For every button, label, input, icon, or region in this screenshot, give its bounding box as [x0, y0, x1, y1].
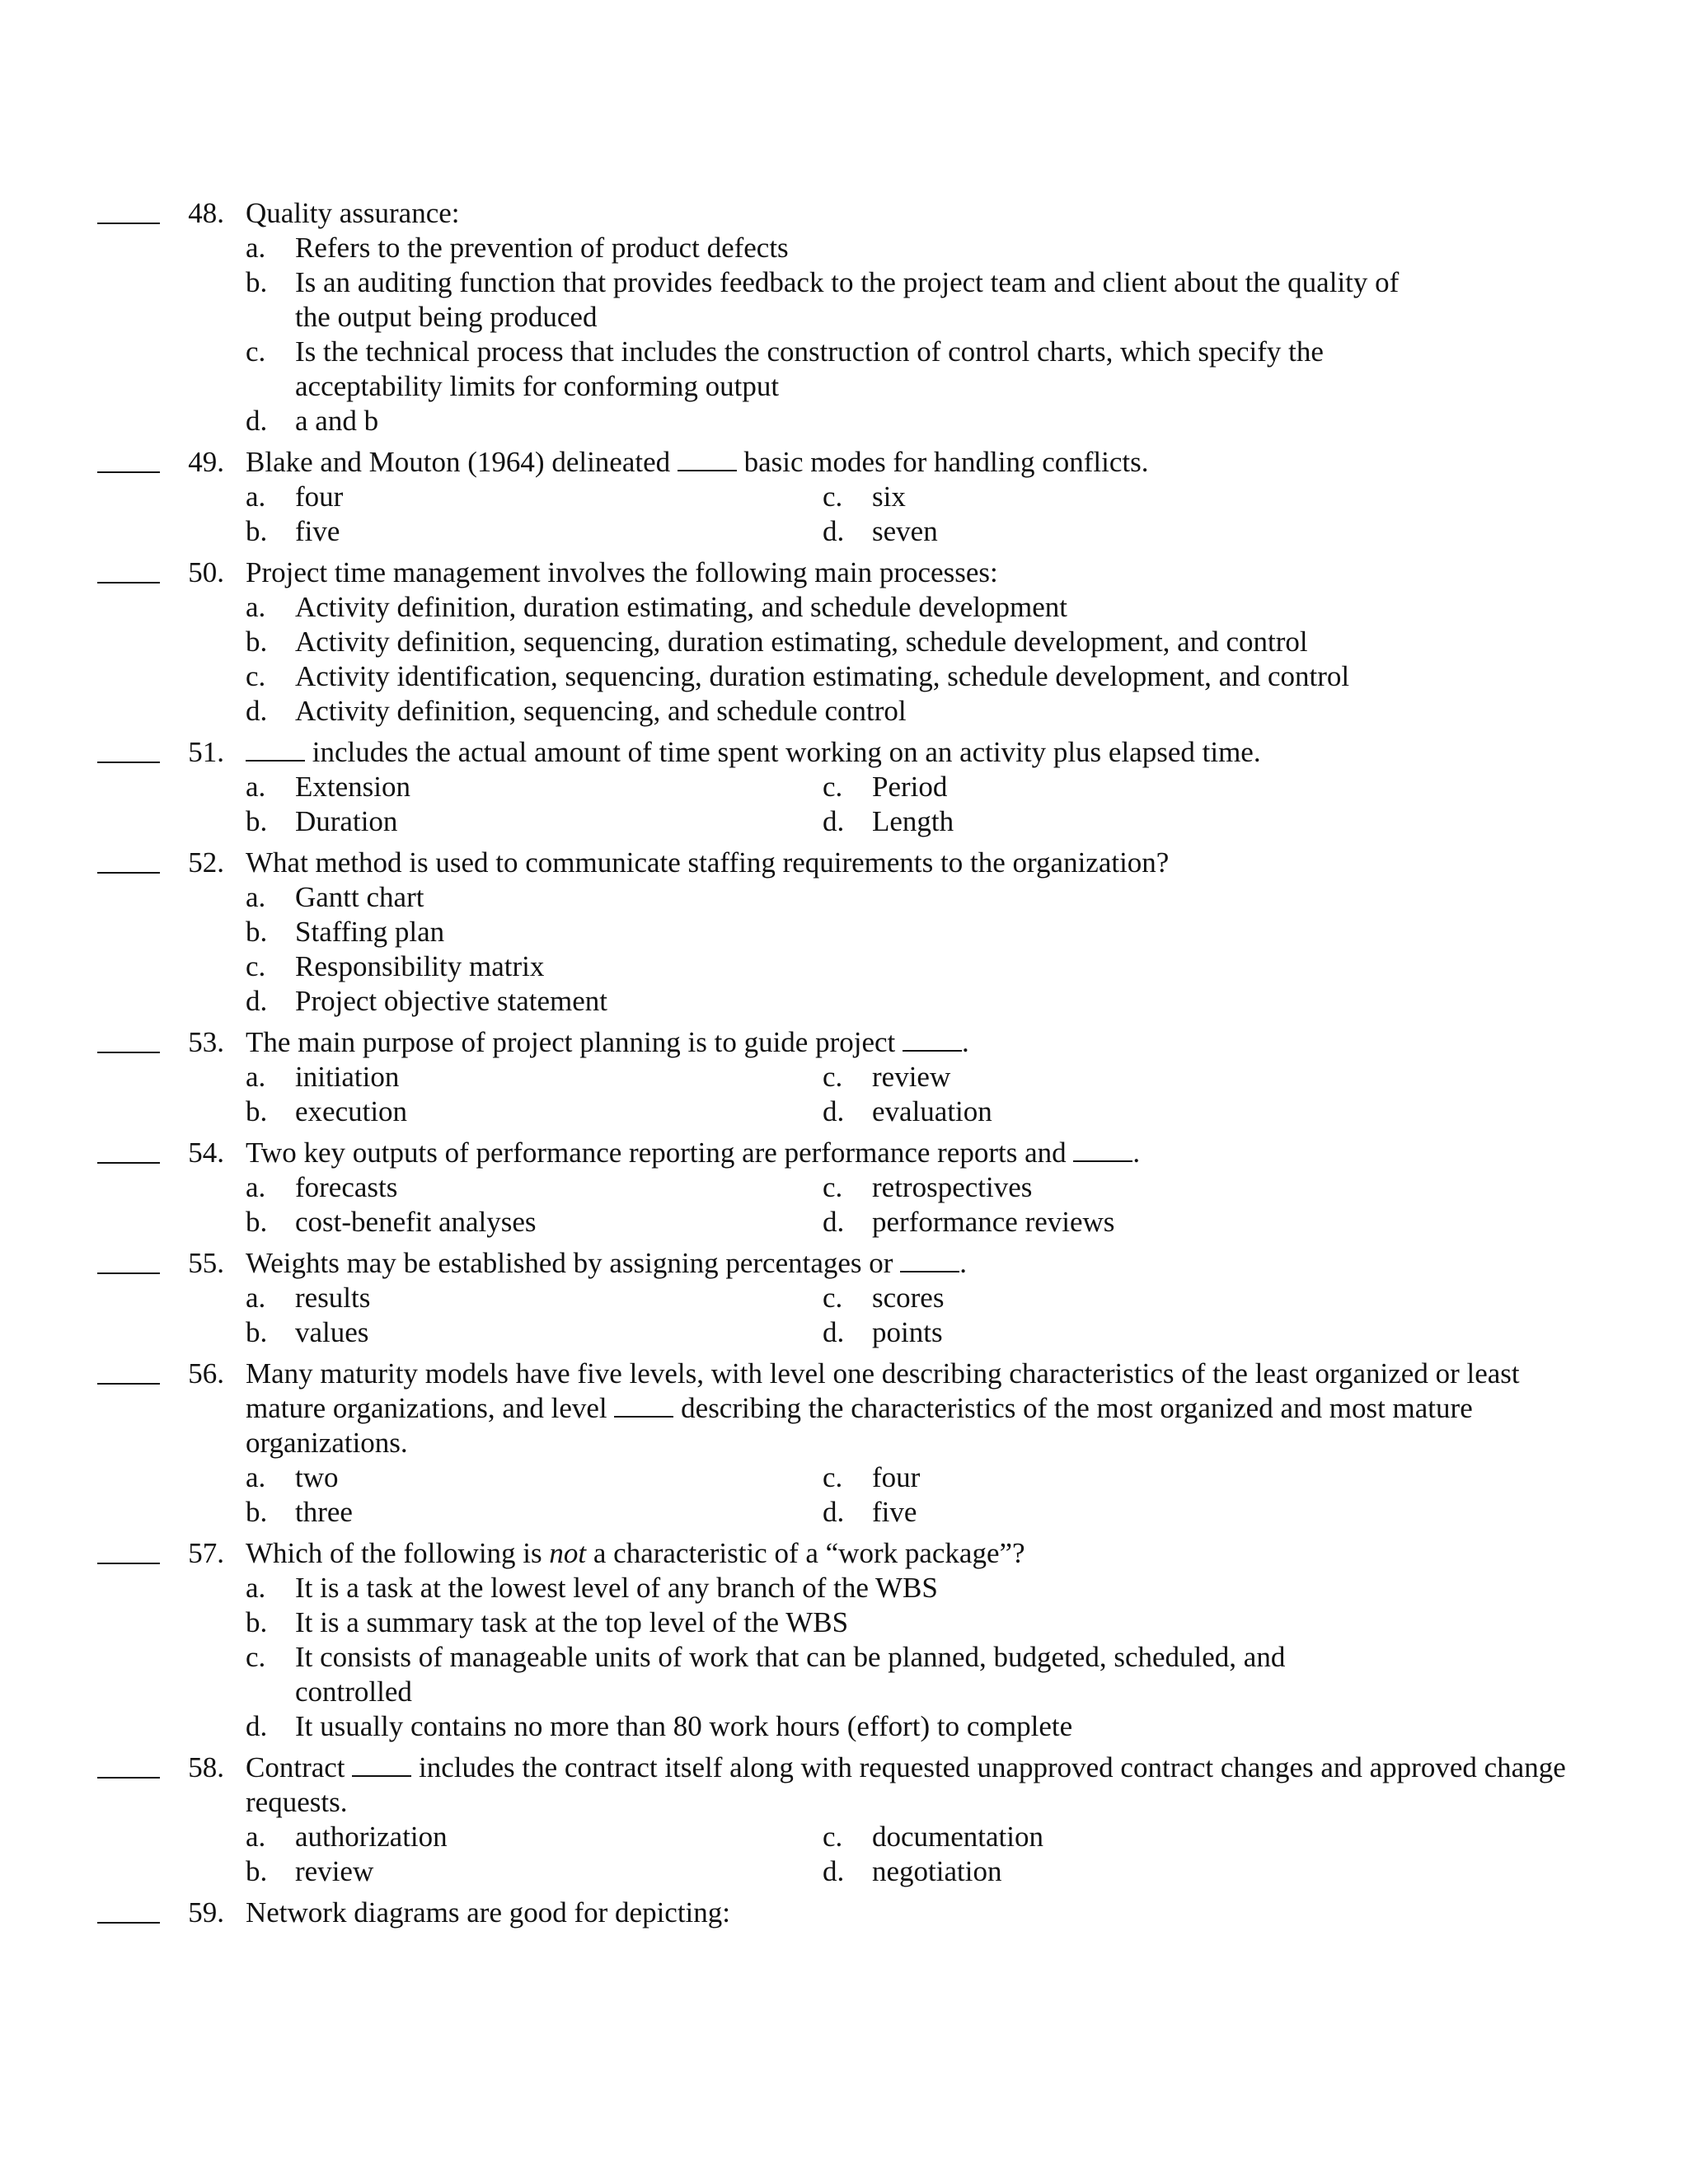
answer-blank[interactable] — [97, 1777, 160, 1779]
answer-options — [246, 770, 1688, 839]
option-letter: a. — [246, 1171, 266, 1203]
option-letter: b. — [246, 1496, 268, 1528]
option-letter: c. — [823, 1061, 843, 1093]
option-text: values — [295, 1316, 369, 1348]
option-text: two — [295, 1461, 339, 1493]
answer-blank[interactable] — [97, 1563, 160, 1564]
option-text: retrospectives — [872, 1171, 1033, 1203]
option-letter: b. — [246, 1206, 268, 1238]
option-text: review — [872, 1061, 951, 1093]
answer-option — [246, 1709, 1400, 1744]
answer-option — [246, 625, 1400, 659]
answer-option — [246, 1170, 823, 1205]
option-letter: a. — [246, 1061, 266, 1093]
question-number: 59. — [188, 1896, 224, 1929]
option-letter: d. — [246, 1710, 268, 1742]
answer-option — [246, 514, 823, 549]
option-letter: c. — [823, 1282, 843, 1314]
option-text: Staffing plan — [295, 916, 445, 948]
answer-option — [246, 404, 1400, 438]
fill-in-blank — [903, 1025, 962, 1052]
answer-option — [823, 804, 1400, 839]
option-text: Duration — [295, 805, 398, 837]
option-text: a and b — [295, 405, 379, 437]
option-text: Is an auditing function that provides feedback to the project team and client about the quality of the output being produced — [295, 266, 1400, 333]
answer-option — [246, 949, 1400, 984]
option-letter: d. — [823, 1496, 845, 1528]
option-text: four — [872, 1461, 921, 1493]
option-letter: d. — [823, 1316, 845, 1348]
question-text: Blake and Mouton (1964) delineated — [246, 446, 678, 478]
option-letter: c. — [823, 1171, 843, 1203]
question-stem — [246, 445, 1597, 480]
question-text: Project time management involves the following main processes: — [246, 556, 998, 588]
question-stem — [246, 1750, 1597, 1820]
option-letter: c. — [246, 660, 266, 692]
question-number: 50. — [188, 556, 224, 588]
option-text: review — [295, 1855, 374, 1887]
option-letter: b. — [246, 805, 268, 837]
option-text: seven — [872, 515, 938, 547]
option-letter: a. — [246, 771, 266, 803]
question-text: Two key outputs of performance reporting are performance reports and — [246, 1137, 1074, 1169]
option-text: five — [295, 515, 340, 547]
option-text: results — [295, 1282, 371, 1314]
answer-option — [823, 1495, 1400, 1530]
option-text: Activity identification, sequencing, duration estimating, schedule development, and control — [295, 660, 1350, 692]
answer-option — [246, 915, 1400, 949]
question-item — [0, 445, 1688, 549]
question-text: What method is used to communicate staffing requirements to the organization? — [246, 846, 1170, 879]
option-text: It usually contains no more than 80 work hours (effort) to complete — [295, 1710, 1073, 1742]
option-letter: d. — [246, 695, 268, 727]
option-text: execution — [295, 1095, 408, 1127]
answer-blank[interactable] — [97, 762, 160, 763]
option-text: Gantt chart — [295, 881, 424, 913]
answer-option — [246, 659, 1400, 694]
question-number: 54. — [188, 1137, 224, 1169]
answer-options — [246, 231, 1688, 438]
answer-option — [246, 1640, 1400, 1709]
option-text: It consists of manageable units of work that can be planned, budgeted, scheduled, and controlled — [295, 1641, 1286, 1708]
question-number: 58. — [188, 1751, 224, 1783]
question-text: Which of the following is — [246, 1537, 550, 1569]
option-letter: b. — [246, 626, 268, 658]
option-letter: c. — [823, 771, 843, 803]
option-text: authorization — [295, 1821, 448, 1853]
answer-option — [246, 1854, 823, 1889]
option-text: Refers to the prevention of product defects — [295, 232, 789, 264]
question-page — [0, 196, 1688, 1930]
question-item — [0, 735, 1688, 839]
question-text: Many maturity models have five levels, with level one describing characteristics of the least organized or least mature organizations, and level — [246, 1357, 1520, 1424]
question-text: includes the contract itself along with requested unapproved contract changes and approved change requests. — [246, 1751, 1566, 1818]
answer-option — [246, 1495, 823, 1530]
answer-options — [246, 590, 1688, 729]
answer-blank[interactable] — [97, 471, 160, 473]
option-text: initiation — [295, 1061, 400, 1093]
option-text: forecasts — [295, 1171, 398, 1203]
answer-options — [246, 880, 1688, 1019]
answer-option — [823, 1094, 1400, 1129]
answer-option — [246, 880, 1400, 915]
fill-in-blank — [678, 445, 737, 471]
answer-blank[interactable] — [97, 1922, 160, 1924]
question-stem — [246, 1136, 1597, 1170]
question-item — [0, 1025, 1688, 1129]
question-text: The main purpose of project planning is to guide project — [246, 1026, 903, 1058]
question-number: 53. — [188, 1026, 224, 1058]
answer-option — [246, 804, 823, 839]
option-text: performance reviews — [872, 1206, 1115, 1238]
question-stem — [246, 196, 1597, 231]
question-stem — [246, 735, 1597, 770]
question-item — [0, 1896, 1688, 1930]
question-emphasis: not — [549, 1537, 587, 1569]
answer-option — [823, 1460, 1400, 1495]
answer-options — [246, 1820, 1688, 1889]
question-text: Weights may be established by assigning percentages or — [246, 1247, 901, 1279]
answer-option — [246, 1094, 823, 1129]
option-letter: a. — [246, 1821, 266, 1853]
option-letter: a. — [246, 591, 266, 623]
option-text: It is a task at the lowest level of any branch of the WBS — [295, 1572, 938, 1604]
question-number: 48. — [188, 197, 224, 229]
option-text: negotiation — [872, 1855, 1002, 1887]
option-letter: c. — [246, 950, 266, 982]
question-item — [0, 1246, 1688, 1350]
question-text: Quality assurance: — [246, 197, 460, 229]
option-text: six — [872, 480, 906, 513]
option-letter: c. — [823, 480, 843, 513]
option-text: five — [872, 1496, 917, 1528]
answer-option — [823, 1820, 1400, 1854]
question-stem — [246, 1357, 1597, 1460]
option-text: evaluation — [872, 1095, 992, 1127]
answer-option — [246, 231, 1400, 265]
option-text: cost-benefit analyses — [295, 1206, 537, 1238]
option-letter: a. — [246, 1282, 266, 1314]
question-item — [0, 1750, 1688, 1889]
fill-in-blank — [246, 735, 305, 762]
question-stem — [246, 1896, 1597, 1930]
option-letter: d. — [823, 1206, 845, 1238]
option-letter: b. — [246, 1095, 268, 1127]
option-text: points — [872, 1316, 943, 1348]
option-letter: b. — [246, 266, 268, 298]
question-text: . — [959, 1247, 967, 1279]
answer-blank[interactable] — [97, 872, 160, 874]
answer-options — [246, 1281, 1688, 1350]
question-stem — [246, 555, 1597, 590]
answer-options — [246, 1170, 1688, 1240]
answer-blank[interactable] — [97, 1272, 160, 1274]
question-text: describing the characteristics of the most organized and most mature organizations. — [246, 1392, 1473, 1459]
option-letter: d. — [823, 1855, 845, 1887]
fill-in-blank — [1073, 1136, 1132, 1162]
option-text: Length — [872, 805, 954, 837]
option-letter: a. — [246, 1461, 266, 1493]
answer-blank[interactable] — [97, 1383, 160, 1385]
question-number: 56. — [188, 1357, 224, 1390]
question-number: 52. — [188, 846, 224, 879]
answer-blank[interactable] — [97, 223, 160, 224]
question-number: 51. — [188, 736, 224, 768]
answer-option — [246, 1315, 823, 1350]
option-text: Activity definition, sequencing, duration estimating, schedule development, and control — [295, 626, 1308, 658]
answer-option — [823, 480, 1400, 514]
option-letter: d. — [246, 985, 268, 1017]
answer-options — [246, 480, 1688, 549]
answer-option — [823, 1281, 1400, 1315]
answer-option — [823, 1170, 1400, 1205]
answer-option — [823, 770, 1400, 804]
question-text: includes the actual amount of time spent working on an activity plus elapsed time. — [305, 736, 1261, 768]
question-stem — [246, 1025, 1597, 1060]
question-item — [0, 196, 1688, 438]
question-item — [0, 555, 1688, 729]
question-text: Contract — [246, 1751, 353, 1783]
answer-option — [823, 1205, 1400, 1240]
option-text: Period — [872, 771, 948, 803]
answer-option — [246, 1281, 823, 1315]
option-letter: c. — [823, 1461, 843, 1493]
fill-in-blank — [352, 1750, 411, 1777]
option-letter: d. — [823, 805, 845, 837]
option-letter: b. — [246, 1606, 268, 1638]
option-letter: b. — [246, 515, 268, 547]
question-text: basic modes for handling conflicts. — [736, 446, 1149, 478]
answer-option — [246, 335, 1400, 404]
question-stem — [246, 846, 1597, 880]
question-item — [0, 1136, 1688, 1240]
option-text: Activity definition, sequencing, and schedule control — [295, 695, 907, 727]
answer-option — [246, 1571, 1400, 1605]
question-item — [0, 1357, 1688, 1530]
option-letter: d. — [246, 405, 268, 437]
answer-option — [823, 514, 1400, 549]
question-text: a characteristic of a “work package”? — [586, 1537, 1025, 1569]
question-stem — [246, 1246, 1597, 1281]
option-letter: a. — [246, 1572, 266, 1604]
option-letter: c. — [823, 1821, 843, 1853]
option-letter: c. — [246, 335, 266, 368]
question-text: . — [962, 1026, 969, 1058]
question-item — [0, 846, 1688, 1019]
option-text: Extension — [295, 771, 410, 803]
answer-option — [246, 1205, 823, 1240]
option-text: Responsibility matrix — [295, 950, 545, 982]
option-text: Project objective statement — [295, 985, 608, 1017]
answer-option — [246, 1605, 1400, 1640]
answer-option — [246, 1460, 823, 1495]
answer-blank[interactable] — [97, 1162, 160, 1164]
option-text: four — [295, 480, 344, 513]
question-item — [0, 1536, 1688, 1744]
answer-option — [246, 770, 823, 804]
answer-option — [823, 1060, 1400, 1094]
option-letter: a. — [246, 881, 266, 913]
answer-option — [246, 1060, 823, 1094]
answer-option — [823, 1854, 1400, 1889]
answer-option — [823, 1315, 1400, 1350]
question-number: 57. — [188, 1537, 224, 1569]
answer-blank[interactable] — [97, 582, 160, 583]
option-text: Activity definition, duration estimating, and schedule development — [295, 591, 1068, 623]
option-letter: b. — [246, 1855, 268, 1887]
option-letter: b. — [246, 1316, 268, 1348]
question-text: Network diagrams are good for depicting: — [246, 1896, 731, 1929]
option-text: documentation — [872, 1821, 1044, 1853]
question-number: 49. — [188, 446, 224, 478]
answer-blank[interactable] — [97, 1052, 160, 1053]
question-number: 55. — [188, 1247, 224, 1279]
answer-option — [246, 590, 1400, 625]
option-text: Is the technical process that includes the construction of control charts, which specify the acceptability limits for conforming output — [295, 335, 1324, 402]
option-text: three — [295, 1496, 353, 1528]
option-text: It is a summary task at the top level of the WBS — [295, 1606, 849, 1638]
question-stem — [246, 1536, 1597, 1571]
option-text: scores — [872, 1282, 945, 1314]
answer-option — [246, 265, 1400, 335]
option-letter: a. — [246, 480, 266, 513]
answer-option — [246, 480, 823, 514]
answer-options — [246, 1060, 1688, 1129]
option-letter: d. — [823, 1095, 845, 1127]
option-letter: a. — [246, 232, 266, 264]
fill-in-blank — [900, 1246, 959, 1272]
fill-in-blank — [614, 1391, 673, 1418]
answer-option — [246, 1820, 823, 1854]
answer-options — [246, 1571, 1688, 1744]
option-letter: c. — [246, 1641, 266, 1673]
answer-option — [246, 984, 1400, 1019]
option-letter: b. — [246, 916, 268, 948]
option-letter: d. — [823, 515, 845, 547]
answer-option — [246, 694, 1400, 729]
answer-options — [246, 1460, 1688, 1530]
question-text: . — [1132, 1137, 1141, 1169]
